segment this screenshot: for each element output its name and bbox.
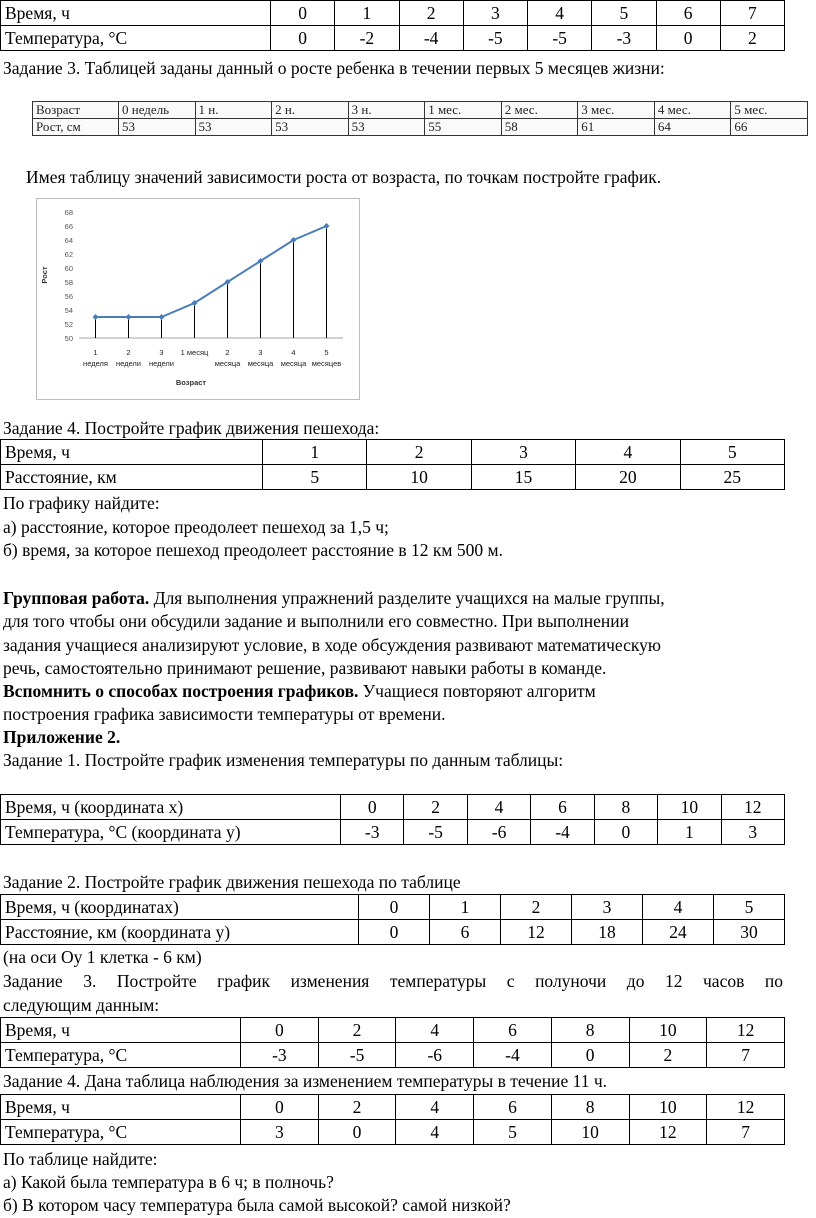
- table-cell: 2: [367, 440, 471, 465]
- appendix-title: [3, 725, 120, 749]
- app-task3-table: [0, 1017, 785, 1068]
- table-cell: 8: [551, 1018, 629, 1043]
- row-label: Расстояние, км: [1, 465, 263, 490]
- table-row: [1, 920, 785, 945]
- table-cell: 5: [592, 1, 656, 26]
- table-cell: 3 мес.: [578, 102, 655, 119]
- table-cell: -6: [467, 820, 530, 845]
- table-cell: 53: [348, 119, 425, 136]
- table-cell: 0: [241, 1095, 319, 1120]
- table-cell: -4: [474, 1043, 552, 1068]
- table-cell: 0: [656, 26, 720, 51]
- table-cell: 18: [572, 920, 643, 945]
- table-cell: 8: [594, 795, 657, 820]
- table-cell: -5: [463, 26, 527, 51]
- row-label: Время, ч (координата х): [1, 795, 341, 820]
- table-cell: 10: [629, 1018, 707, 1043]
- table-cell: -3: [341, 820, 404, 845]
- table-cell: 2 мес.: [501, 102, 578, 119]
- row-label: Расстояние, км (координата у): [1, 920, 359, 945]
- row-label: Возраст: [33, 102, 119, 119]
- table-row: [1, 1095, 785, 1120]
- y-axis-label: Рост: [40, 266, 49, 284]
- table-cell: 4: [396, 1095, 474, 1120]
- app-task2-table: [0, 894, 785, 945]
- table-cell: 10: [367, 465, 471, 490]
- y-tick-label: 60: [64, 264, 73, 273]
- task4-question-intro: По графику найдите:: [3, 493, 160, 513]
- task4-table: [0, 439, 785, 490]
- table-cell: 0: [318, 1120, 396, 1145]
- row-label: Время, ч: [1, 1018, 241, 1043]
- x-tick-label: 3: [258, 348, 263, 357]
- y-tick-label: 56: [64, 292, 73, 301]
- group-work-line-2: для того чтобы они обсудили задание и выполнили его совместно. При выполнении: [3, 611, 630, 631]
- row-label: Время, ч: [1, 1095, 241, 1120]
- table-cell: 2: [629, 1043, 707, 1068]
- table-cell: 12: [707, 1095, 785, 1120]
- table-cell: 10: [629, 1095, 707, 1120]
- row-label: Рост, см: [33, 119, 119, 136]
- y-tick-label: 68: [64, 208, 73, 217]
- table-cell: 3: [572, 895, 643, 920]
- table-cell: 66: [731, 119, 808, 136]
- x-tick-label: 5: [324, 348, 329, 357]
- x-tick-label: неделя: [83, 359, 108, 368]
- table-cell: 2 н.: [272, 102, 349, 119]
- table-row: [1, 26, 785, 51]
- data-point: [126, 314, 132, 320]
- app-task4-question-a: а) Какой была температура в 6 ч; в полночь?: [3, 1172, 334, 1192]
- row-label: Время, ч: [1, 1, 271, 26]
- group-work-text: Для выполнения упражнений разделите учащихся на малые группы,: [149, 588, 665, 608]
- table-cell: 4: [396, 1018, 474, 1043]
- table-cell: 6: [531, 795, 594, 820]
- table-cell: 64: [654, 119, 731, 136]
- table-cell: 4 мес.: [654, 102, 731, 119]
- data-point: [159, 314, 165, 320]
- table-cell: 10: [551, 1120, 629, 1145]
- app-task4-title: Задание 4. Дана таблица наблюдения за изменением температуры в течение 11 ч.: [3, 1071, 608, 1091]
- table-cell: 0: [594, 820, 657, 845]
- table-cell: 6: [474, 1095, 552, 1120]
- table-cell: 30: [714, 920, 785, 945]
- x-tick-label: месяцев: [311, 359, 342, 368]
- table-row: [1, 465, 785, 490]
- recall-text: Учащиеся повторяют алгоритм: [358, 681, 596, 701]
- table-cell: 3: [471, 440, 575, 465]
- table-row: [1, 820, 785, 845]
- y-tick-label: 62: [64, 250, 73, 259]
- table-cell: 0: [241, 1018, 319, 1043]
- table-cell: 5: [263, 465, 367, 490]
- row-label: Температура, °С (координата у): [1, 820, 341, 845]
- table-cell: 10: [658, 795, 721, 820]
- table-cell: 53: [272, 119, 349, 136]
- table-cell: 0: [551, 1043, 629, 1068]
- x-tick-label: недели: [115, 359, 142, 368]
- table-cell: 3: [241, 1120, 319, 1145]
- row-label: Температура, °С: [1, 1120, 241, 1145]
- y-tick-label: 50: [64, 334, 73, 343]
- table-cell: 24: [643, 920, 714, 945]
- x-tick-label: месяца: [214, 359, 241, 368]
- table-cell: 61: [578, 119, 655, 136]
- table-cell: -6: [396, 1043, 474, 1068]
- x-tick-label: 1: [93, 348, 98, 357]
- table-cell: 2: [720, 26, 784, 51]
- group-work-heading: Групповая работа.: [3, 588, 150, 608]
- row-label: Температура, °С: [1, 26, 271, 51]
- x-tick-label: месяца: [280, 359, 307, 368]
- y-tick-label: 52: [64, 320, 73, 329]
- table-cell: 12: [501, 920, 572, 945]
- table-row: [1, 1018, 785, 1043]
- table-cell: 0: [359, 895, 430, 920]
- x-tick-label: 2: [225, 348, 230, 357]
- recall-line-1: [3, 679, 596, 703]
- table-cell: -2: [335, 26, 399, 51]
- table-cell: 0: [271, 26, 335, 51]
- table-row: [1, 1043, 785, 1068]
- app-task4-question-intro: По таблице найдите:: [3, 1149, 158, 1169]
- app-task4-table: [0, 1094, 785, 1145]
- x-tick-label: 2: [126, 348, 131, 357]
- app-task3-title-line2: следующим данным:: [3, 995, 160, 1015]
- table-cell: 4: [396, 1120, 474, 1145]
- data-point: [93, 314, 99, 320]
- table-cell: 12: [629, 1120, 707, 1145]
- recall-heading: Вспомнить о способах построения графиков.: [3, 681, 359, 701]
- task4-question-a: а) расстояние, которое преодолеет пешеход за 1,5 ч;: [3, 517, 389, 537]
- table-cell: 53: [119, 119, 196, 136]
- group-work-line-3: задания учащиеся анализируют условие, в ходе обсуждения развивают математическую: [3, 635, 661, 655]
- table-cell: 0: [341, 795, 404, 820]
- table-cell: 0: [271, 1, 335, 26]
- table-row: [1, 895, 785, 920]
- table-cell: 25: [680, 465, 784, 490]
- table-cell: 5 мес.: [731, 102, 808, 119]
- table-cell: -3: [592, 26, 656, 51]
- y-tick-label: 64: [64, 236, 73, 245]
- table-cell: 6: [474, 1018, 552, 1043]
- table-cell: 3: [721, 820, 784, 845]
- chart-instruction: Имея таблицу значений зависимости роста от возраста, по точкам постройте график.: [26, 167, 662, 187]
- table-row: [33, 119, 808, 136]
- x-axis-label: Возраст: [175, 378, 207, 387]
- table-cell: 8: [551, 1095, 629, 1120]
- table-cell: -5: [318, 1043, 396, 1068]
- table-cell: 3 н.: [348, 102, 425, 119]
- row-label: Время, ч: [1, 440, 263, 465]
- table-cell: 1: [658, 820, 721, 845]
- task3-intro: Задание 3. Таблицей заданы данный о росте ребенка в течении первых 5 месяцев жизни:: [3, 58, 665, 78]
- table-cell: 5: [474, 1120, 552, 1145]
- child-growth-table: [32, 101, 808, 136]
- data-point: [324, 223, 330, 229]
- table-cell: 12: [721, 795, 784, 820]
- growth-chart-svg: [37, 199, 359, 399]
- app-task3-title-line1: Задание 3. Постройте график изменения температуры с полуночи до 12 часов по: [3, 971, 783, 991]
- table-cell: 4: [643, 895, 714, 920]
- table-cell: 1 мес.: [425, 102, 502, 119]
- table-cell: 2: [399, 1, 463, 26]
- task4-question-b: б) время, за которое пешеход преодолеет расстояние в 12 км 500 м.: [3, 540, 503, 560]
- x-tick-label: 3: [159, 348, 164, 357]
- x-tick-label: недели: [148, 359, 175, 368]
- table-cell: -5: [404, 820, 467, 845]
- table-cell: 1 н.: [195, 102, 272, 119]
- table-cell: 7: [707, 1043, 785, 1068]
- y-tick-label: 58: [64, 278, 73, 287]
- table-cell: 55: [425, 119, 502, 136]
- table-cell: -4: [399, 26, 463, 51]
- table-cell: -3: [241, 1043, 319, 1068]
- table-cell: 1: [430, 895, 501, 920]
- table-cell: 53: [195, 119, 272, 136]
- table-cell: 5: [680, 440, 784, 465]
- table-cell: 5: [714, 895, 785, 920]
- table-cell: 20: [576, 465, 680, 490]
- table-row: [1, 795, 785, 820]
- table-cell: -4: [531, 820, 594, 845]
- table-cell: 58: [501, 119, 578, 136]
- table-cell: 2: [404, 795, 467, 820]
- x-tick-label: 1 месяц: [180, 348, 209, 357]
- table-cell: -5: [528, 26, 592, 51]
- table-row: [1, 440, 785, 465]
- table-cell: 4: [576, 440, 680, 465]
- table-row: [33, 102, 808, 119]
- table-cell: 2: [318, 1095, 396, 1120]
- y-tick-label: 54: [64, 306, 73, 315]
- y-tick-label: 66: [64, 222, 73, 231]
- x-tick-label: 4: [291, 348, 296, 357]
- x-tick-label: месяца: [247, 359, 274, 368]
- table-cell: 12: [707, 1018, 785, 1043]
- table-cell: 0: [359, 920, 430, 945]
- table-cell: 4: [467, 795, 530, 820]
- recall-line-2: построения графика зависимости температуры от времени.: [3, 704, 446, 724]
- top-time-temperature-table: [0, 0, 785, 51]
- group-work-line-4: речь, самостоятельно принимают решение, развивают навыки работы в команде.: [3, 658, 607, 678]
- table-cell: 2: [501, 895, 572, 920]
- row-label: Температура, °С: [1, 1043, 241, 1068]
- table-cell: 6: [430, 920, 501, 945]
- task4-title: Задание 4. Постройте график движения пешехода:: [3, 418, 380, 438]
- table-cell: 7: [707, 1120, 785, 1145]
- app-task2-title: Задание 2. Постройте график движения пешехода по таблице: [3, 872, 461, 892]
- table-row: [1, 1, 785, 26]
- table-cell: 4: [528, 1, 592, 26]
- app-task1-title: Задание 1. Постройте график изменения температуры по данным таблицы:: [3, 750, 564, 770]
- table-cell: 2: [318, 1018, 396, 1043]
- group-work-line-1: [3, 586, 665, 610]
- table-cell: 6: [656, 1, 720, 26]
- growth-chart: [36, 198, 360, 400]
- table-cell: 3: [463, 1, 527, 26]
- table-cell: 15: [471, 465, 575, 490]
- app-task2-note: (на оси Оу 1 клетка - 6 км): [3, 947, 202, 967]
- table-cell: 1: [335, 1, 399, 26]
- appendix-heading: Приложение 2.: [3, 727, 121, 747]
- table-row: [1, 1120, 785, 1145]
- app-task4-question-b: б) В котором часу температура была самой высокой? самой низкой?: [3, 1195, 511, 1215]
- table-cell: 7: [720, 1, 784, 26]
- row-label: Время, ч (координатах): [1, 895, 359, 920]
- table-cell: 1: [263, 440, 367, 465]
- table-cell: 0 недель: [119, 102, 196, 119]
- app-task1-table: [0, 794, 785, 845]
